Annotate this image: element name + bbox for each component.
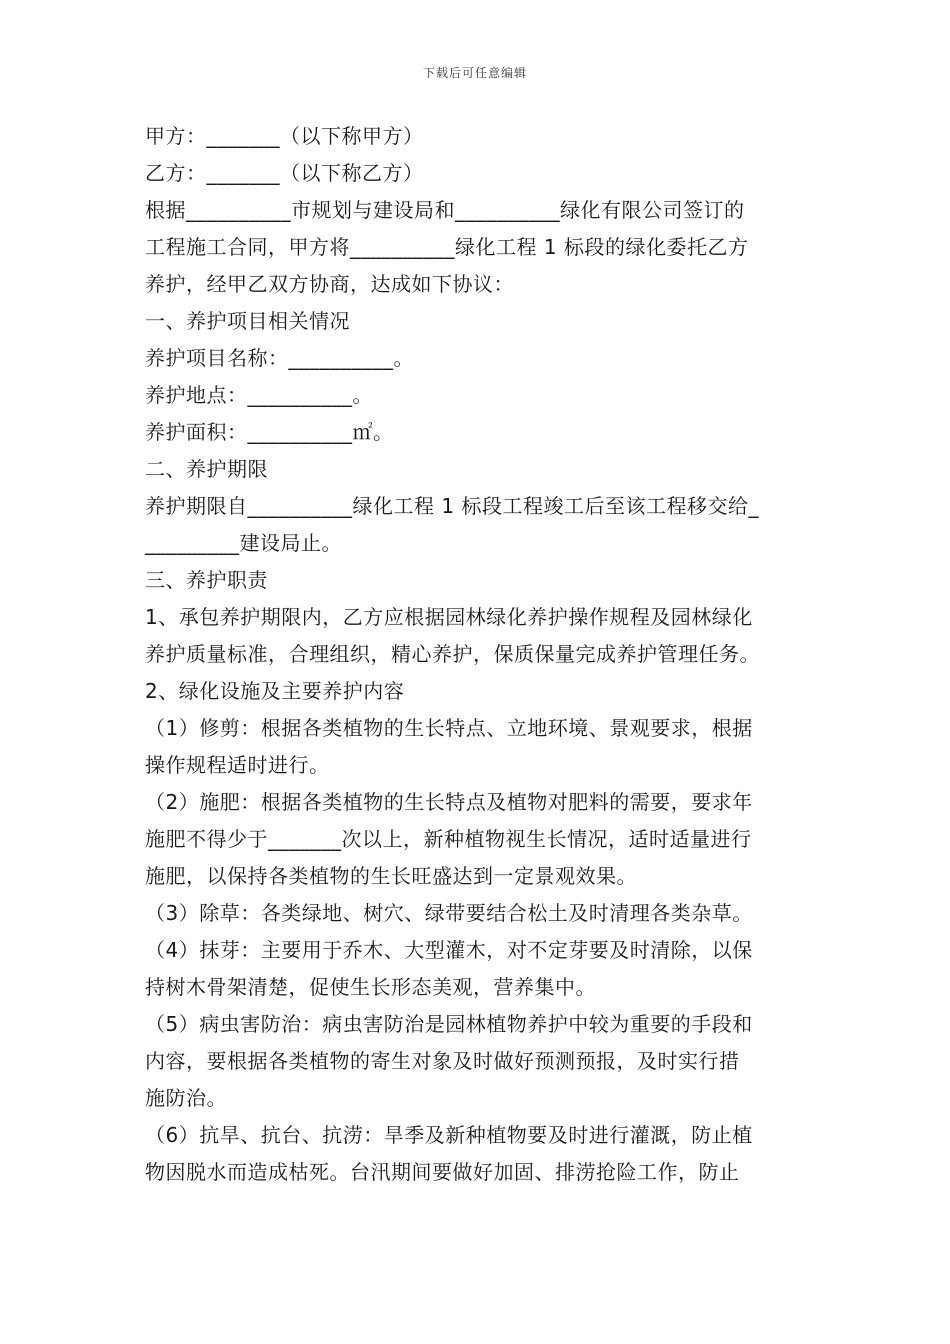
document-body [145, 118, 815, 1191]
pest-control-line-3: 施防治。 [145, 1086, 227, 1110]
duty-1-line-2: 养护质量标准，合理组织，精心养护，保质保量完成养护管理任务。 [145, 642, 760, 666]
preamble-line-1: 根据__________市规划与建设局和__________绿化有限公司签订的 [145, 198, 745, 222]
pest-control-line-1: （5）病虫害防治：病虫害防治是园林植物养护中较为重要的手段和 [145, 1012, 753, 1036]
party-a-line: 甲方：_______（以下称甲方） [145, 124, 424, 148]
duty-2-heading: 2、绿化设施及主要养护内容 [145, 679, 405, 703]
disbudding-line-2: 持树木骨架清楚，促使生长形态美观，营养集中。 [145, 975, 596, 999]
term-line-2: _________建设局止。 [145, 531, 342, 555]
project-location-line: 养护地点：__________。 [145, 383, 373, 407]
party-b-line: 乙方：_______（以下称乙方） [145, 161, 424, 185]
section-heading-2: 二、养护期限 [145, 457, 268, 481]
disbudding-line-1: （4）抹芽：主要用于乔木、大型灌木，对不定芽要及时清除，以保 [145, 938, 753, 962]
project-area-line: 养护面积：__________㎡。 [145, 420, 394, 444]
section-heading-1: 一、养护项目相关情况 [145, 309, 350, 333]
duty-1-line-1: 1、承包养护期限内，乙方应根据园林绿化养护操作规程及园林绿化 [145, 605, 753, 629]
page-header-note: 下载后可任意编辑 [422, 66, 527, 80]
project-name-line: 养护项目名称：__________。 [145, 346, 414, 370]
drought-typhoon-line-2: 物因脱水而造成枯死。台汛期间要做好加固、排涝抢险工作，防止 [145, 1160, 740, 1184]
section-heading-3: 三、养护职责 [145, 568, 268, 592]
weeding-line: （3）除草：各类绿地、树穴、绿带要结合松土及时清理各类杂草。 [145, 901, 753, 925]
pest-control-line-2: 内容，要根据各类植物的寄生对象及时做好预测预报，及时实行措 [145, 1049, 740, 1073]
pruning-line-2: 操作规程适时进行。 [145, 753, 330, 777]
fertilizing-line-3: 施肥，以保持各类植物的生长旺盛达到一定景观效果。 [145, 864, 637, 888]
preamble-line-2: 工程施工合同，甲方将__________绿化工程 1 标段的绿化委托乙方 [145, 235, 749, 259]
fertilizing-line-2: 施肥不得少于_______次以上，新种植物视生长情况，适时适量进行 [145, 827, 752, 851]
fertilizing-line-1: （2）施肥：根据各类植物的生长特点及植物对肥料的需要，要求年 [145, 790, 753, 814]
drought-typhoon-line-1: （6）抗旱、抗台、抗涝：旱季及新种植物要及时进行灌溉，防止植 [145, 1123, 753, 1147]
preamble-line-3: 养护，经甲乙双方协商，达成如下协议： [145, 272, 514, 296]
term-line-1: 养护期限自__________绿化工程 1 标段工程竣工后至该工程移交给_ [145, 494, 759, 518]
pruning-line-1: （1）修剪：根据各类植物的生长特点、立地环境、景观要求，根据 [145, 716, 753, 740]
